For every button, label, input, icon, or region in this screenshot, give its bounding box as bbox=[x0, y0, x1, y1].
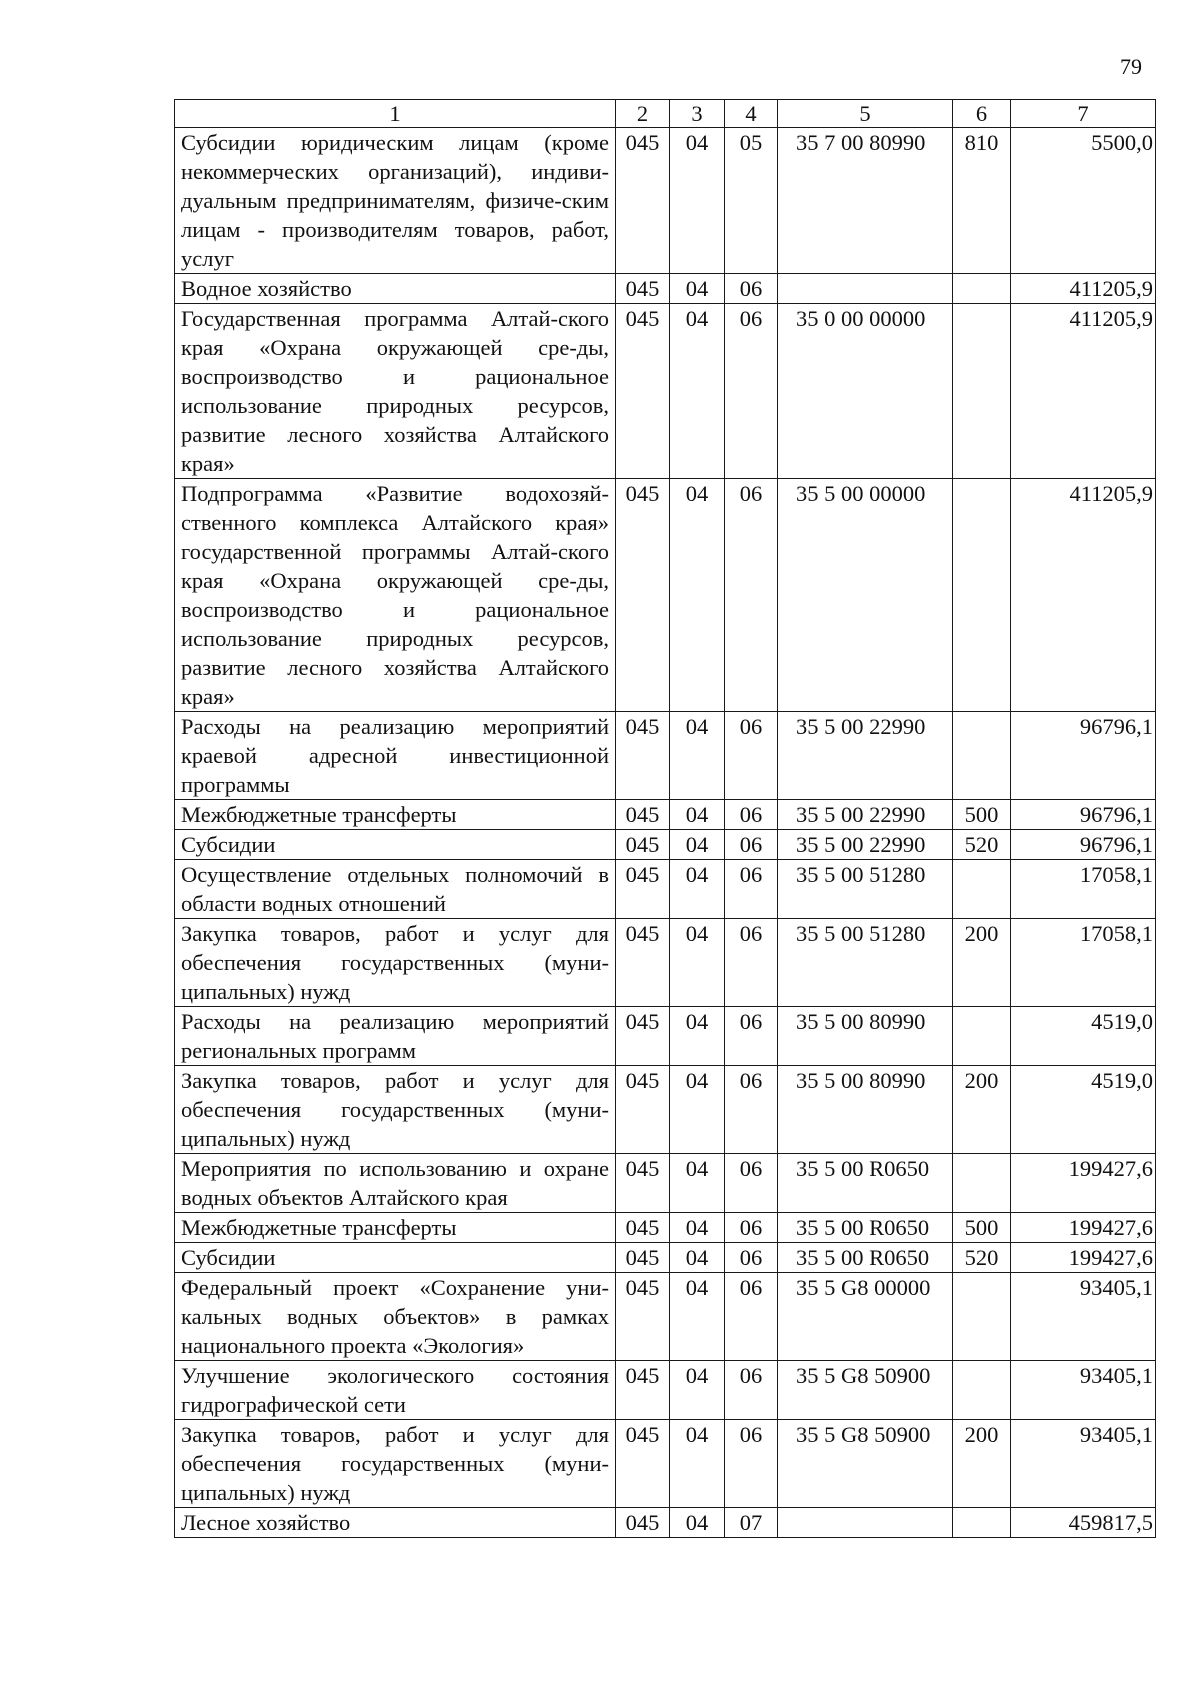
cell-target-article: 35 5 G8 50900 bbox=[778, 1420, 953, 1508]
table-row bbox=[175, 128, 1156, 274]
cell-amount: 199427,6 bbox=[1011, 1213, 1156, 1243]
cell-section: 04 bbox=[670, 800, 725, 830]
cell-expense-type bbox=[953, 1361, 1011, 1420]
cell-section: 04 bbox=[670, 830, 725, 860]
cell-name: Субсидии bbox=[175, 1243, 616, 1273]
cell-name: Субсидии юридическим лицам (кроме некоммерческих организаций), индиви-дуальным предпринимателям, физиче-ским лицам - производителям товаров, работ, услуг bbox=[175, 128, 616, 274]
cell-amount: 199427,6 bbox=[1011, 1154, 1156, 1213]
cell-name: Межбюджетные трансферты bbox=[175, 1213, 616, 1243]
header-cell: 2 bbox=[616, 100, 670, 128]
table-row bbox=[175, 860, 1156, 919]
cell-name: Мероприятия по использованию и охране водных объектов Алтайского края bbox=[175, 1154, 616, 1213]
table-row bbox=[175, 919, 1156, 1007]
cell-section: 04 bbox=[670, 1243, 725, 1273]
cell-expense-type bbox=[953, 274, 1011, 304]
cell-expense-type: 500 bbox=[953, 800, 1011, 830]
cell-target-article: 35 5 00 80990 bbox=[778, 1007, 953, 1066]
cell-amount: 4519,0 bbox=[1011, 1066, 1156, 1154]
cell-section: 04 bbox=[670, 128, 725, 274]
header-cell: 6 bbox=[953, 100, 1011, 128]
cell-section: 04 bbox=[670, 1007, 725, 1066]
cell-admin-code: 045 bbox=[616, 128, 670, 274]
cell-target-article: 35 5 G8 50900 bbox=[778, 1361, 953, 1420]
cell-section: 04 bbox=[670, 1361, 725, 1420]
cell-admin-code: 045 bbox=[616, 1213, 670, 1243]
table-row bbox=[175, 1066, 1156, 1154]
cell-name: Субсидии bbox=[175, 830, 616, 860]
cell-target-article: 35 5 G8 00000 bbox=[778, 1273, 953, 1361]
cell-amount: 199427,6 bbox=[1011, 1243, 1156, 1273]
cell-subsection: 06 bbox=[725, 830, 778, 860]
cell-section: 04 bbox=[670, 304, 725, 479]
cell-target-article: 35 5 00 00000 bbox=[778, 479, 953, 712]
cell-target-article: 35 5 00 51280 bbox=[778, 860, 953, 919]
cell-name: Улучшение экологического состояния гидрографической сети bbox=[175, 1361, 616, 1420]
cell-name: Лесное хозяйство bbox=[175, 1508, 616, 1538]
table-row bbox=[175, 479, 1156, 712]
cell-expense-type: 500 bbox=[953, 1213, 1011, 1243]
cell-amount: 411205,9 bbox=[1011, 304, 1156, 479]
cell-target-article: 35 5 00 22990 bbox=[778, 800, 953, 830]
cell-amount: 411205,9 bbox=[1011, 274, 1156, 304]
cell-expense-type: 810 bbox=[953, 128, 1011, 274]
table-row bbox=[175, 1361, 1156, 1420]
cell-name: Федеральный проект «Сохранение уни-кальных водных объектов» в рамках национального проекта «Экология» bbox=[175, 1273, 616, 1361]
cell-subsection: 06 bbox=[725, 1273, 778, 1361]
cell-section: 04 bbox=[670, 860, 725, 919]
cell-amount: 93405,1 bbox=[1011, 1420, 1156, 1508]
cell-admin-code: 045 bbox=[616, 1066, 670, 1154]
cell-expense-type bbox=[953, 1508, 1011, 1538]
cell-section: 04 bbox=[670, 274, 725, 304]
table-row bbox=[175, 1508, 1156, 1538]
cell-section: 04 bbox=[670, 1420, 725, 1508]
cell-section: 04 bbox=[670, 1154, 725, 1213]
cell-subsection: 06 bbox=[725, 1007, 778, 1066]
cell-amount: 96796,1 bbox=[1011, 712, 1156, 800]
cell-expense-type bbox=[953, 1154, 1011, 1213]
cell-amount: 96796,1 bbox=[1011, 830, 1156, 860]
cell-admin-code: 045 bbox=[616, 1243, 670, 1273]
cell-amount: 93405,1 bbox=[1011, 1361, 1156, 1420]
cell-expense-type: 200 bbox=[953, 1066, 1011, 1154]
cell-name: Закупка товаров, работ и услуг для обеспечения государственных (муни-ципальных) нужд bbox=[175, 919, 616, 1007]
cell-amount: 5500,0 bbox=[1011, 128, 1156, 274]
cell-section: 04 bbox=[670, 1273, 725, 1361]
table-row bbox=[175, 800, 1156, 830]
cell-admin-code: 045 bbox=[616, 479, 670, 712]
cell-subsection: 06 bbox=[725, 860, 778, 919]
cell-name: Водное хозяйство bbox=[175, 274, 616, 304]
cell-subsection: 07 bbox=[725, 1508, 778, 1538]
cell-admin-code: 045 bbox=[616, 830, 670, 860]
header-cell: 7 bbox=[1011, 100, 1156, 128]
cell-subsection: 06 bbox=[725, 304, 778, 479]
cell-expense-type: 200 bbox=[953, 919, 1011, 1007]
cell-section: 04 bbox=[670, 712, 725, 800]
cell-admin-code: 045 bbox=[616, 1508, 670, 1538]
cell-admin-code: 045 bbox=[616, 919, 670, 1007]
cell-target-article: 35 5 00 80990 bbox=[778, 1066, 953, 1154]
cell-subsection: 06 bbox=[725, 1361, 778, 1420]
cell-subsection: 06 bbox=[725, 712, 778, 800]
cell-amount: 93405,1 bbox=[1011, 1273, 1156, 1361]
cell-target-article: 35 5 00 R0650 bbox=[778, 1213, 953, 1243]
cell-expense-type: 520 bbox=[953, 1243, 1011, 1273]
cell-name: Осуществление отдельных полномочий в области водных отношений bbox=[175, 860, 616, 919]
cell-section: 04 bbox=[670, 1508, 725, 1538]
cell-subsection: 06 bbox=[725, 1154, 778, 1213]
cell-expense-type bbox=[953, 712, 1011, 800]
cell-admin-code: 045 bbox=[616, 712, 670, 800]
cell-admin-code: 045 bbox=[616, 304, 670, 479]
cell-admin-code: 045 bbox=[616, 1420, 670, 1508]
cell-name: Расходы на реализацию мероприятий краевой адресной инвестиционной программы bbox=[175, 712, 616, 800]
cell-section: 04 bbox=[670, 1066, 725, 1154]
cell-target-article: 35 0 00 00000 bbox=[778, 304, 953, 479]
cell-expense-type: 520 bbox=[953, 830, 1011, 860]
header-cell: 4 bbox=[725, 100, 778, 128]
cell-subsection: 06 bbox=[725, 479, 778, 712]
cell-subsection: 06 bbox=[725, 1066, 778, 1154]
cell-name: Подпрограмма «Развитие водохозяй-ственного комплекса Алтайского края» государственной программы Алтай-ского края «Охрана окружающей сре-ды, воспроизводство и рациональное использование природных ресурсов, развитие лесного хозяйства Алтайского края» bbox=[175, 479, 616, 712]
cell-amount: 17058,1 bbox=[1011, 860, 1156, 919]
cell-target-article: 35 5 00 R0650 bbox=[778, 1154, 953, 1213]
cell-target-article: 35 5 00 51280 bbox=[778, 919, 953, 1007]
table-row bbox=[175, 304, 1156, 479]
cell-target-article: 35 5 00 R0650 bbox=[778, 1243, 953, 1273]
cell-section: 04 bbox=[670, 919, 725, 1007]
cell-admin-code: 045 bbox=[616, 800, 670, 830]
cell-admin-code: 045 bbox=[616, 1154, 670, 1213]
table-body bbox=[175, 128, 1156, 1538]
cell-expense-type bbox=[953, 1007, 1011, 1066]
cell-subsection: 06 bbox=[725, 1213, 778, 1243]
cell-admin-code: 045 bbox=[616, 274, 670, 304]
cell-amount: 96796,1 bbox=[1011, 800, 1156, 830]
cell-amount: 17058,1 bbox=[1011, 919, 1156, 1007]
cell-name: Расходы на реализацию мероприятий региональных программ bbox=[175, 1007, 616, 1066]
cell-target-article bbox=[778, 1508, 953, 1538]
table-row bbox=[175, 274, 1156, 304]
cell-amount: 459817,5 bbox=[1011, 1508, 1156, 1538]
cell-target-article: 35 7 00 80990 bbox=[778, 128, 953, 274]
cell-expense-type bbox=[953, 1273, 1011, 1361]
cell-expense-type bbox=[953, 304, 1011, 479]
cell-amount: 4519,0 bbox=[1011, 1007, 1156, 1066]
cell-target-article: 35 5 00 22990 bbox=[778, 830, 953, 860]
table-row bbox=[175, 830, 1156, 860]
page-number: 79 bbox=[1120, 54, 1142, 79]
table-row bbox=[175, 1273, 1156, 1361]
cell-admin-code: 045 bbox=[616, 1273, 670, 1361]
cell-subsection: 06 bbox=[725, 1420, 778, 1508]
cell-expense-type bbox=[953, 479, 1011, 712]
cell-subsection: 06 bbox=[725, 919, 778, 1007]
cell-section: 04 bbox=[670, 479, 725, 712]
cell-admin-code: 045 bbox=[616, 860, 670, 919]
cell-amount: 411205,9 bbox=[1011, 479, 1156, 712]
cell-name: Межбюджетные трансферты bbox=[175, 800, 616, 830]
header-cell: 3 bbox=[670, 100, 725, 128]
cell-subsection: 05 bbox=[725, 128, 778, 274]
table-row bbox=[175, 712, 1156, 800]
budget-table bbox=[174, 99, 1156, 1538]
header-cell: 1 bbox=[175, 100, 616, 128]
cell-subsection: 06 bbox=[725, 274, 778, 304]
header-cell: 5 bbox=[778, 100, 953, 128]
table-row bbox=[175, 1213, 1156, 1243]
cell-name: Государственная программа Алтай-ского края «Охрана окружающей сре-ды, воспроизводство и рациональное использование природных ресурсов, развитие лесного хозяйства Алтайского края» bbox=[175, 304, 616, 479]
cell-admin-code: 045 bbox=[616, 1007, 670, 1066]
cell-expense-type bbox=[953, 860, 1011, 919]
cell-subsection: 06 bbox=[725, 1243, 778, 1273]
table-row bbox=[175, 1420, 1156, 1508]
cell-target-article bbox=[778, 274, 953, 304]
cell-target-article: 35 5 00 22990 bbox=[778, 712, 953, 800]
cell-admin-code: 045 bbox=[616, 1361, 670, 1420]
cell-section: 04 bbox=[670, 1213, 725, 1243]
cell-subsection: 06 bbox=[725, 800, 778, 830]
cell-expense-type: 200 bbox=[953, 1420, 1011, 1508]
cell-name: Закупка товаров, работ и услуг для обеспечения государственных (муни-ципальных) нужд bbox=[175, 1066, 616, 1154]
table-row bbox=[175, 1243, 1156, 1273]
table-header-row bbox=[175, 100, 1156, 128]
cell-name: Закупка товаров, работ и услуг для обеспечения государственных (муни-ципальных) нужд bbox=[175, 1420, 616, 1508]
table-row bbox=[175, 1007, 1156, 1066]
table-row bbox=[175, 1154, 1156, 1213]
